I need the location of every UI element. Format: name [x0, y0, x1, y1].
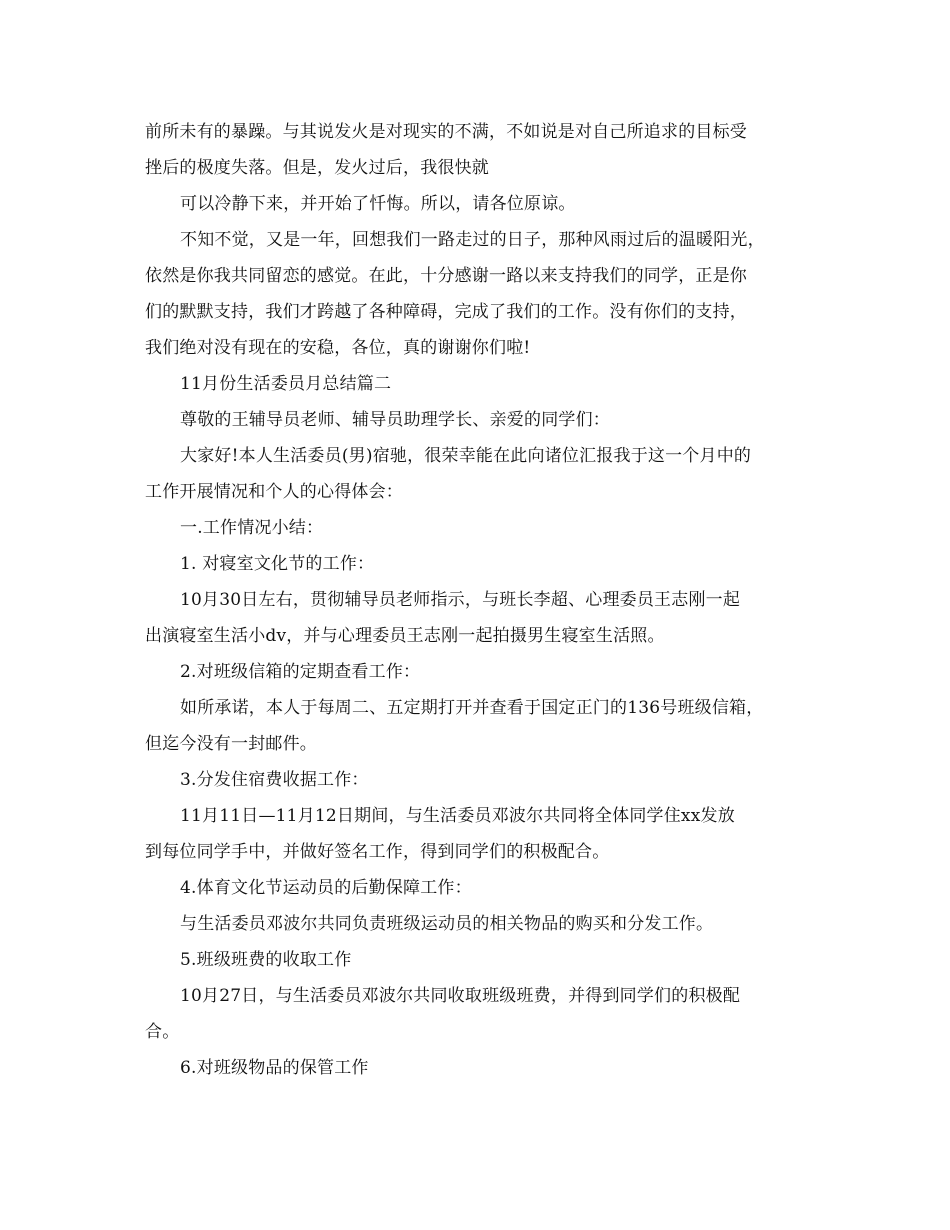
text-line: 如所承诺，本人于每周二、五定期打开并查看于国定正门的136号班级信箱， — [180, 698, 764, 718]
text-line: 工作开展情况和个人的心得体会： — [145, 482, 403, 502]
text-line: 但迄今没有一封邮件。 — [145, 734, 317, 754]
text-line: 11月11日—11月12日期间，与生活委员邓波尔共同将全体同学住xx发放 — [180, 806, 735, 826]
list-heading: 一.工作情况小结： — [180, 518, 324, 538]
text-line: 依然是你我共同留恋的感觉。在此，十分感谢一路以来支持我们的同学，正是你 — [145, 266, 747, 286]
list-item-title: 6.对班级物品的保管工作 — [180, 1058, 369, 1078]
text-line: 我们绝对没有现在的安稳，各位，真的谢谢你们啦! — [145, 338, 531, 358]
list-item-title: 5.班级班费的收取工作 — [180, 950, 352, 970]
text-line: 10月27日，与生活委员邓波尔共同收取班级班费，并得到同学们的积极配 — [180, 986, 741, 1006]
text-line: 到每位同学手中，并做好签名工作，得到同学们的积极配合。 — [145, 842, 610, 862]
text-line: 合。 — [145, 1022, 180, 1042]
list-item-title: 1. 对寝室文化节的工作： — [180, 554, 375, 574]
text-line: 与生活委员邓波尔共同负责班级运动员的相关物品的购买和分发工作。 — [180, 914, 714, 934]
text-line: 前所未有的暴躁。与其说发火是对现实的不满，不如说是对自己所追求的目标受 — [145, 122, 747, 142]
salutation: 尊敬的王辅导员老师、辅导员助理学长、亲爱的同学们： — [180, 410, 610, 430]
section-heading: 11月份生活委员月总结篇二 — [180, 374, 392, 394]
text-line: 们的默默支持，我们才跨越了各种障碍，完成了我们的工作。没有你们的支持， — [145, 302, 747, 322]
list-item-title: 2.对班级信箱的定期查看工作： — [180, 662, 421, 682]
text-line: 出演寝室生活小dv，并与心理委员王志刚一起拍摄男生寝室生活照。 — [145, 626, 665, 646]
text-line: 挫后的极度失落。但是，发火过后，我很快就 — [145, 158, 489, 178]
text-line: 可以冷静下来，并开始了忏悔。所以，请各位原谅。 — [180, 194, 576, 214]
text-line: 不知不觉，又是一年，回想我们一路走过的日子，那种风雨过后的温暖阳光， — [180, 230, 765, 250]
list-item-title: 4.体育文化节运动员的后勤保障工作： — [180, 878, 472, 898]
list-item-title: 3.分发住宿费收据工作： — [180, 770, 369, 790]
text-line: 大家好!本人生活委员(男)宿驰，很荣幸能在此向诸位汇报我于这一个月中的 — [180, 446, 752, 466]
text-line: 10月30日左右，贯彻辅导员老师指示，与班长李超、心理委员王志刚一起 — [180, 590, 741, 610]
